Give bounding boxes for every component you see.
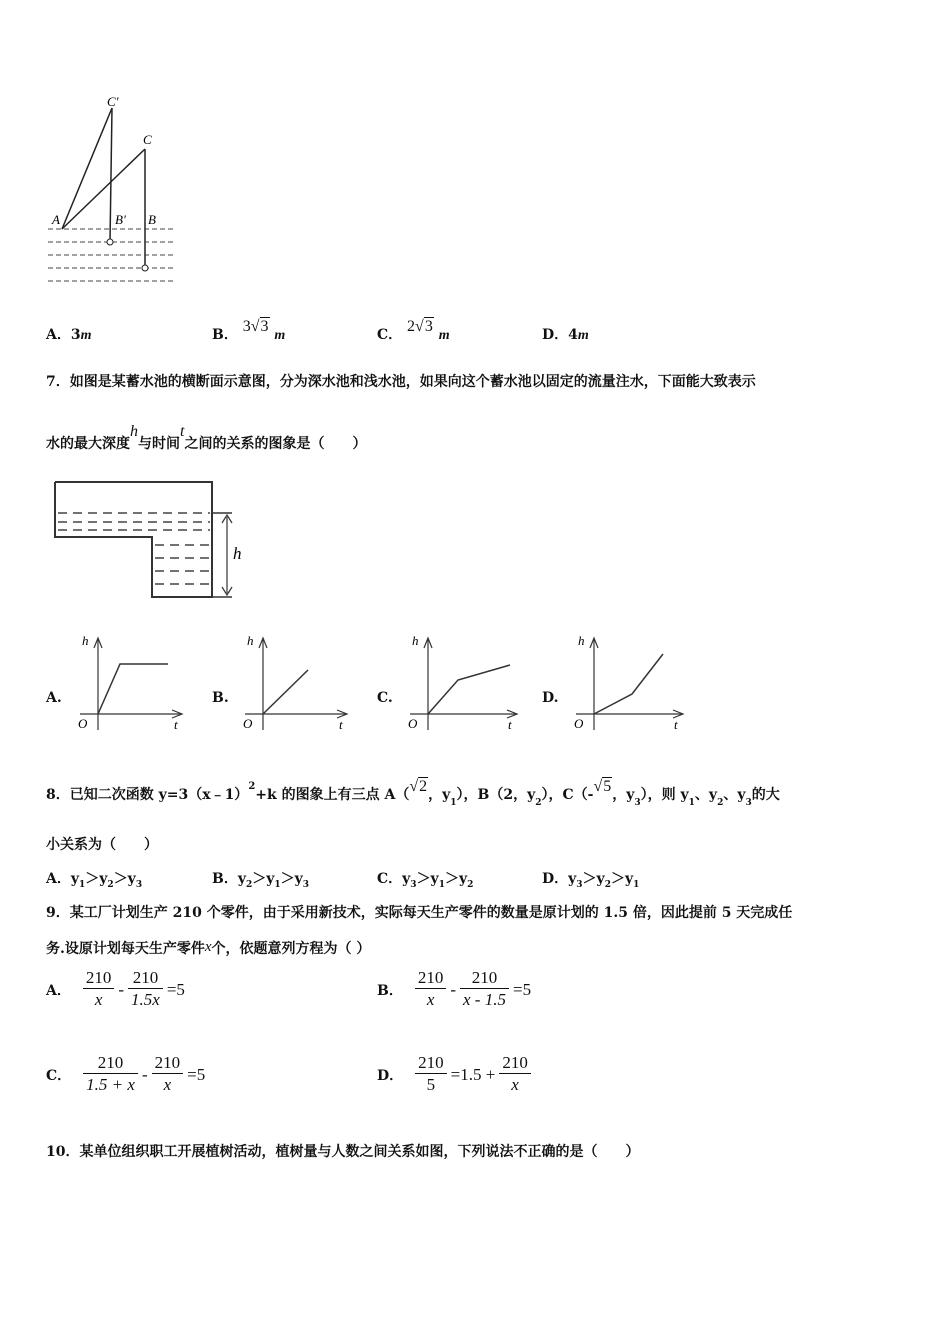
q7-graph-a-h: h xyxy=(82,633,89,648)
q7-graph-c-h: h xyxy=(412,633,419,648)
q9-line2: 务.设原计划每天生产零件x个，依题意列方程为（ ） xyxy=(46,939,371,957)
q6-line-cprime-bprime xyxy=(110,108,112,242)
q8-line2: 小关系为（ ） xyxy=(46,837,158,853)
q6-option-c-radical: 2√3 xyxy=(407,318,433,335)
q8-radical-a: √2 xyxy=(409,778,428,795)
q7-graph-a-curve xyxy=(98,664,168,714)
q6-label-b: B xyxy=(148,212,156,227)
q7-line1: 7．如图是某蓄水池的横断面示意图，分为深水池和浅水池，如果向这个蓄水池以固定的流量注水，下面能大致表示 xyxy=(46,374,756,390)
q8-option-c[interactable]: C．$y_3>y_1>y_2$ xyxy=(377,871,474,890)
q6-line-a-cprime xyxy=(62,108,112,229)
q7-graph-d[interactable] xyxy=(566,630,691,735)
q8-option-a[interactable]: A．$y_1>y_2>y_3$ xyxy=(46,871,143,890)
q8-line1: 8．已知二次函数 y=3（x﹣1）$^2$+k 的图象上有三点 A（√2，$y_1$），B（2，$y_2$），C（-√5，$y_3$），则 $y_1$、$y_2$、$y_3$的大 xyxy=(46,778,780,808)
q6-option-c[interactable]: C． 2√3 m xyxy=(377,318,450,343)
q7-graph-c-o: O xyxy=(408,716,418,731)
q7-graph-a[interactable] xyxy=(70,630,190,735)
q7-pool-label-h: h xyxy=(233,544,242,563)
q9-line1: 9．某工厂计划生产 210 个零件，由于采用新技术，实际每天生产零件的数量是原计划的 1.5 倍，因此提前 5 天完成任 xyxy=(46,905,793,921)
q6-label-a: A xyxy=(52,212,60,227)
q7-graph-a-o: O xyxy=(78,716,88,731)
q7-option-a-label: A. xyxy=(46,690,62,706)
q7-graph-d-o: O xyxy=(574,716,584,731)
q7-graph-c-t: t xyxy=(508,717,512,732)
q7-option-d-label: D. xyxy=(542,690,559,706)
q7-graph-b[interactable] xyxy=(235,630,355,735)
q7-line2: 水的最大深度h与时间t之间的关系的图象是（ ） xyxy=(46,423,367,452)
q9-option-a[interactable]: A． $\frac{210}{x}$ - $\frac{210}{1.5x}$ =5 xyxy=(46,968,185,1009)
q7-graph-d-t: t xyxy=(674,717,678,732)
q7-graph-b-h: h xyxy=(247,633,254,648)
q9-option-c-equation: $\frac{210}{1.5 + x}$ - $\frac{210}{x}$ =5 xyxy=(83,1053,205,1096)
q7-graph-b-t: t xyxy=(339,717,343,732)
q6-label-bprime: B' xyxy=(115,212,126,227)
q7-graph-a-t: t xyxy=(174,717,178,732)
q6-option-b-radical: 3√3 xyxy=(242,318,269,335)
q9-option-d[interactable]: D． $\frac{210}{5}$ =1.5 + $\frac{210}{x}$ xyxy=(377,1053,531,1096)
q6-option-d[interactable]: D．4m xyxy=(542,327,589,343)
q9-option-b[interactable]: B． $\frac{210}{x}$ - $\frac{210}{x - 1.5}$ =5 xyxy=(377,968,532,1009)
q7-option-c-label: C. xyxy=(377,690,393,706)
q6-option-b[interactable]: B． 3√3 m xyxy=(212,318,286,343)
q6-label-c: C xyxy=(143,132,152,147)
q7-graph-b-curve xyxy=(263,670,308,714)
q6-line-a-c xyxy=(62,149,145,229)
q9-option-b-equation: $\frac{210}{x}$ - $\frac{210}{x - 1.5}$ =5 xyxy=(415,968,531,1011)
q7-graph-d-curve xyxy=(594,654,663,714)
q8-option-b[interactable]: B．$y_2>y_1>y_3$ xyxy=(212,871,310,890)
q10-text: 10．某单位组织职工开展植树活动，植树量与人数之间关系如图，下列说法不正确的是（ ） xyxy=(46,1144,640,1160)
q8-option-d[interactable]: D．$y_3>y_2>y_1$ xyxy=(542,871,640,890)
q6-figure xyxy=(40,92,190,287)
q7-pool-figure xyxy=(50,475,250,605)
q8-radical-c: √5 xyxy=(593,778,612,795)
q7-graph-d-h: h xyxy=(578,633,585,648)
q7-option-b-label: B. xyxy=(212,690,229,706)
q6-option-a[interactable]: A．3m xyxy=(46,327,92,343)
q7-pool-outline xyxy=(55,482,212,597)
q7-graph-c-curve xyxy=(428,665,510,714)
q6-label-cprime: C' xyxy=(107,94,119,109)
q7-graph-c[interactable] xyxy=(400,630,525,735)
q9-option-d-equation: $\frac{210}{5}$ =1.5 + $\frac{210}{x}$ xyxy=(415,1053,531,1096)
q7-graph-b-o: O xyxy=(243,716,253,731)
q9-option-c[interactable]: C． $\frac{210}{1.5 + x}$ - $\frac{210}{x}$ =5 xyxy=(46,1053,206,1094)
q9-option-a-equation: $\frac{210}{x}$ - $\frac{210}{1.5x}$ =5 xyxy=(83,968,185,1011)
